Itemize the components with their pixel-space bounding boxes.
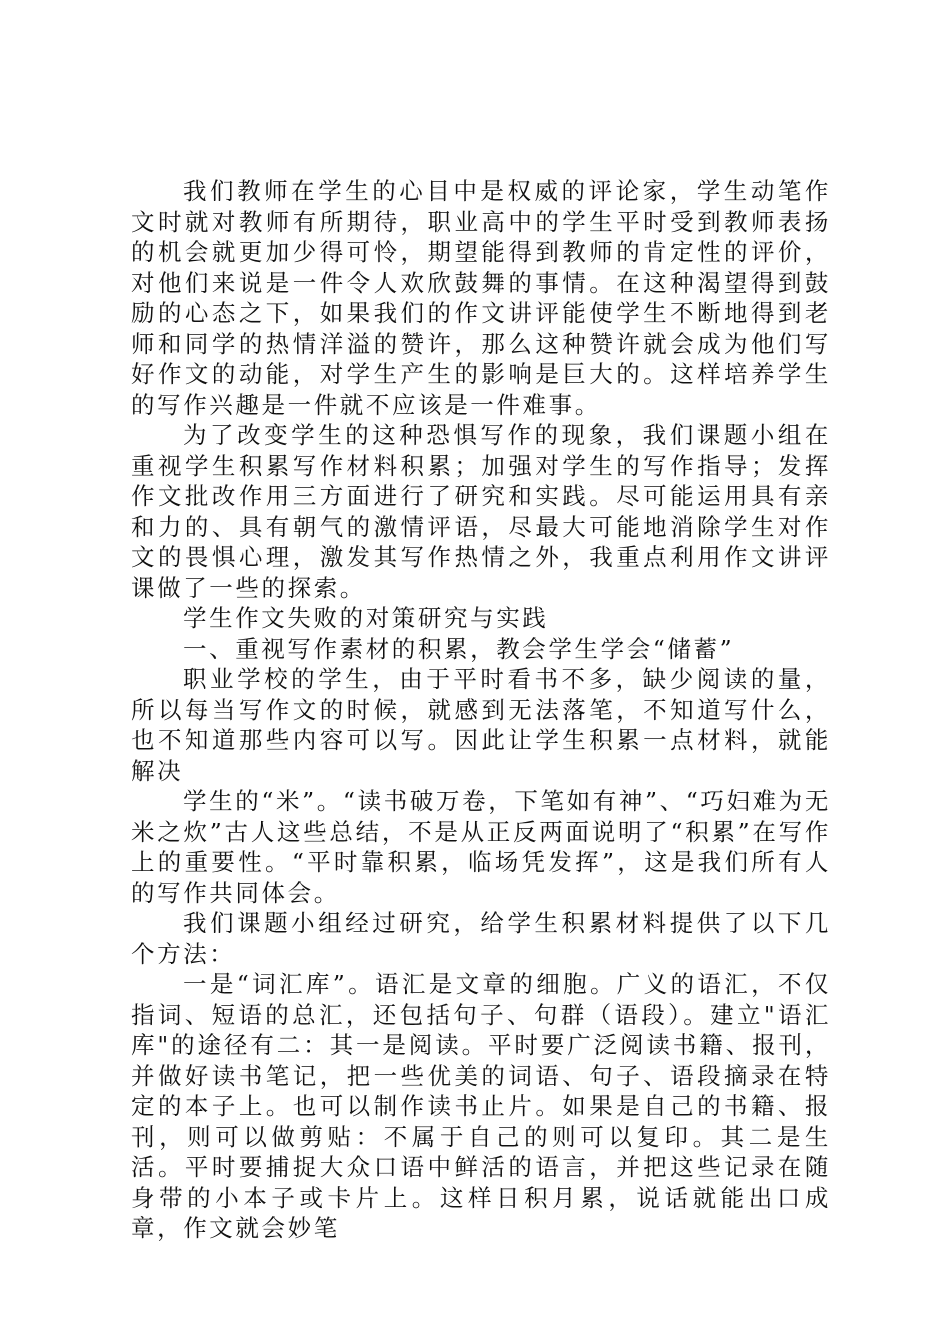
paragraph-research-practice: 为了改变学生的这种恐惧写作的现象，我们课题小组在重视学生积累写作材料积累；加强对学生的写作指导；发挥作文批改作用三方面进行了研究和实践。尽可能运用具有亲和力的、具有朝气的激情评语，尽最大可能地消除学生对作文的畏惧心理，激发其写作热情之外，我重点利用作文讲评课做了一些的探索。: [131, 421, 831, 602]
paragraph-vocational-students: 职业学校的学生，由于平时看书不多，缺少阅读的量，所以每当写作文的时候，就感到无法落笔，不知道写什么，也不知道那些内容可以写。因此让学生积累一点材料，就能解决: [131, 665, 831, 785]
paragraph-teacher-evaluation: 我们教师在学生的心目中是权威的评论家，学生动笔作文时就对教师有所期待，职业高中的学生平时受到教师表扬的机会就更加少得可怜，期望能得到教师的肯定性的评价，对他们来说是一件令人欢欣鼓舞的事情。在这种渴望得到鼓励的心态之下，如果我们的作文讲评能使学生不断地得到老师和同学的热情洋溢的赞许，那么这种赞许就会成为他们写好作文的动能，对学生产生的影响是巨大的。这样培养学生的写作兴趣是一件就不应该是一件难事。: [131, 177, 831, 419]
paragraph-methods-intro: 我们课题小组经过研究，给学生积累材料提供了以下几个方法：: [131, 909, 831, 968]
paragraph-accumulation-quotes: 学生的“米”。“读书破万卷，下笔如有神”、“巧妇难为无米之炊”古人这些总结，不是从正反两面说明了“积累”在写作上的重要性。“平时靠积累，临场凭发挥”，这是我们所有人的写作共同体会。: [131, 787, 831, 907]
paragraph-vocabulary-bank: 一是“词汇库”。语汇是文章的细胞。广义的语汇，不仅指词、短语的总汇，还包括句子、句群（语段）。建立"语汇库"的途径有二：其一是阅读。平时要广泛阅读书籍、报刊，并做好读书笔记，把一些优美的词语、句子、语段摘录在特定的本子上。也可以制作读书止片。如果是自己的书籍、报刊，则可以做剪贴：不属于自己的则可以复印。其二是生活。平时要捕捉大众口语中鲜活的语言，并把这些记录在随身带的小本子或卡片上。这样日积月累，说话就能出口成章，作文就会妙笔: [131, 970, 831, 1242]
subsection-heading-accumulation: 一、重视写作素材的积累，教会学生学会“储蓄”: [183, 634, 735, 663]
section-heading-strategies: 学生作文失败的对策研究与实践: [183, 604, 549, 632]
document-body: [131, 176, 831, 1244]
